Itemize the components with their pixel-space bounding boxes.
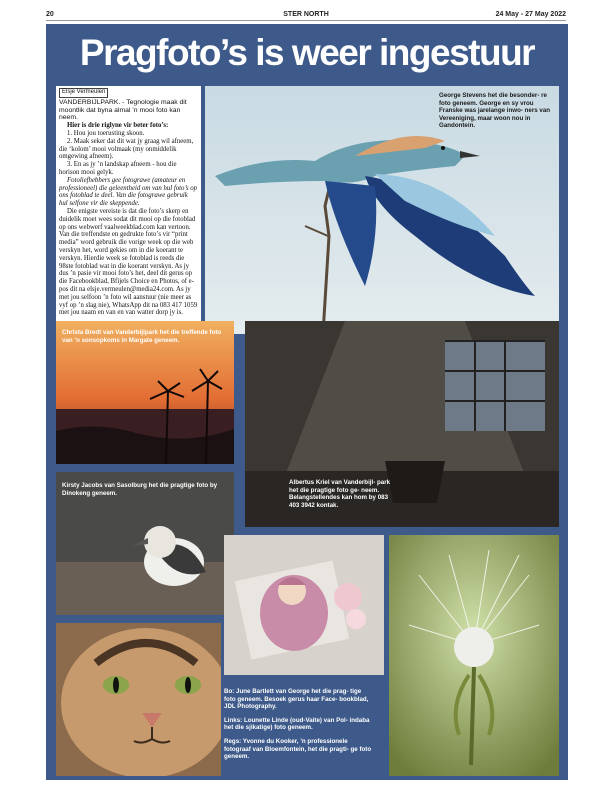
article-body xyxy=(56,86,201,334)
page-number: 20 xyxy=(46,11,54,18)
page-title: Pragfoto’s is weer ingestuur xyxy=(79,32,535,73)
tip-item: 3. En as jy ’n landskap afneem - hou die horison mooi gelyk. xyxy=(59,161,177,176)
caption-top: Bo: June Bartlett van George het die prag- tige foto geneem. Besoek gerus haar Face- bookblad, JDL Photography. xyxy=(224,688,369,711)
byline: Elsje Vermeulen xyxy=(59,88,108,98)
tip-item: 2. Maak seker dat dit wat jy graag wil afneem, die ‘kolom’ mooi volmaak (my onmiddelik omgewing afneem). xyxy=(59,137,194,161)
cat-photo xyxy=(56,623,221,776)
article-paragraph: Die enigste vereiste is dat die foto’s skerp en duidelik moet wees sodat dit mooi op die fotoblad op ons webwerf vaalweekblad.com kan vertoon. Van die treffendste en gedrukte foto’s vir “print media” word gebruik die vorige week op die web verskyn het, word gekies om in die koerant te verskyn. Hierdie week se fotoblad is reeds die 98ste fotoblad wat in die koerant verskyn. As jy dus ’n pasie vir mooi foto’s het, deel dit gerus op die Facebookblad, Bfijels Choice en Photos, of e-pos dit na elsje.vermeulen@media24.com. As jy met jou selfoon ’n foto wil aanstuur (nie meer as vyf op ’n slag nie), WhatsApp dit na 083 417 1059 met jou naam en van en van watter dorp jy is. xyxy=(59,207,198,317)
publication-name: STER NORTH xyxy=(283,11,329,18)
article-subhead: Hier is drie riglyne vir beter foto’s: xyxy=(67,122,169,130)
caption-left: Links: Lounette Linde (oud-Vaite) van Pol- indaba het die sjikatige) foto geneem. xyxy=(224,716,370,732)
factory-photo xyxy=(245,321,559,527)
small-bird-photo-caption: Kirsty Jacobs van Sasolburg het die pragtige foto by Dinokeng geneem. xyxy=(62,482,218,497)
sunset-photo-caption: Christa Bredt van Vanderbijlpark het die treffende foto van ’n sonsopkoms in Margate geneem. xyxy=(62,329,222,344)
tip-item: 1. Hou jou toerusting skoon. xyxy=(67,129,145,137)
photo-page-panel xyxy=(46,24,568,780)
caption-box xyxy=(224,688,374,776)
header-rule xyxy=(46,20,566,21)
bird-photo-caption: George Stevens het die besonder- re foto geneem. George en sy vrou Franske was jarelange inwo- ners van Vereeniging, maar woon nou in Gandontein. xyxy=(439,92,551,129)
sunset-photo xyxy=(56,321,234,464)
issue-date: 24 May - 27 May 2022 xyxy=(495,11,566,18)
baby-photo xyxy=(224,535,384,675)
article-lead: VANDERBIJLPARK. - Tegnologie maak dit moontlik dat byna almal ’n mooi foto kan neem. xyxy=(59,98,187,122)
bird-photo xyxy=(205,86,559,334)
article-paragraph: Fotoliefhebbers gee fotograwe (amateur en professioneel) die geleentheid om van hul foto’s op ons fotoblad te deel. Van die fotograwe gebruik hul selfone vir die skeppende. xyxy=(59,176,197,208)
caption-right: Regs: Yvonne du Kooker, ’n professionele fotograaf van Bloemfontein, het die pragti- ge foto geneem. xyxy=(224,737,372,761)
dandelion-photo xyxy=(389,535,559,776)
small-bird-photo xyxy=(56,472,234,615)
factory-photo-caption: Albertus Kriel van Vanderbijl- park het die pragtige foto ge- neem. Belangstellendes kan hom by 083 403 3942 kontak. xyxy=(289,479,391,509)
